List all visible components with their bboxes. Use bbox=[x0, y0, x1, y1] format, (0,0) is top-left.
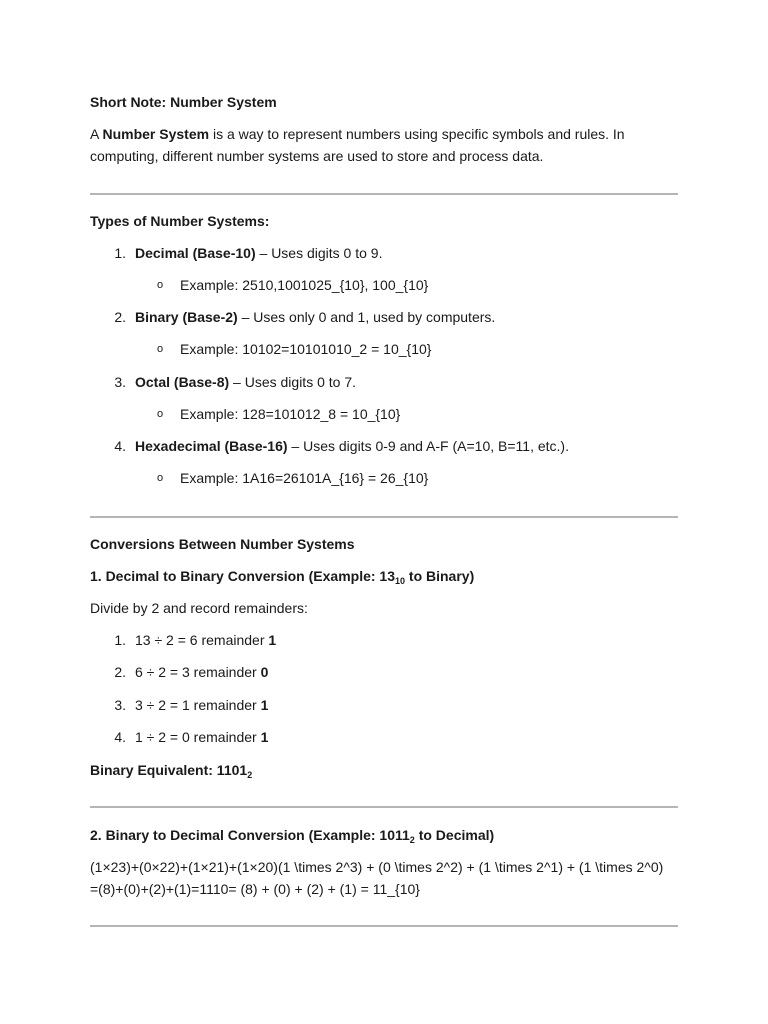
step-text: 1 ÷ 2 = 0 remainder bbox=[135, 729, 261, 745]
step-number: 2. bbox=[114, 664, 126, 680]
step-text: 6 ÷ 2 = 3 remainder bbox=[135, 664, 261, 680]
title-suffix: to Binary) bbox=[405, 568, 475, 584]
dec-to-bin-instruction: Divide by 2 and record remainders: bbox=[90, 600, 308, 616]
type-example: Example: 10102=10101010_2 = 10_{10} bbox=[180, 341, 432, 357]
type-description: – Uses digits 0 to 7. bbox=[229, 374, 356, 390]
type-example: Example: 2510,1001025_{10}, 100_{10} bbox=[180, 277, 429, 293]
step-remainder: 0 bbox=[260, 664, 269, 680]
list-number: 1. bbox=[114, 245, 126, 261]
binary-equivalent bbox=[90, 760, 252, 780]
type-name: Hexadecimal (Base-16) bbox=[135, 438, 288, 454]
step-remainder: 1 bbox=[260, 729, 269, 745]
type-description: – Uses only 0 and 1, used by computers. bbox=[237, 309, 496, 325]
step-remainder: 1 bbox=[268, 632, 277, 648]
step-remainder: 1 bbox=[260, 697, 269, 713]
intro-paragraph bbox=[90, 123, 680, 167]
document-title: Short Note: Number System bbox=[90, 94, 277, 110]
type-name: Decimal (Base-10) bbox=[135, 245, 256, 261]
bullet-icon: o bbox=[157, 472, 164, 484]
title-prefix: 1. Decimal to Binary Conversion (Example: 13 bbox=[90, 568, 395, 584]
type-name: Binary (Base-2) bbox=[135, 309, 238, 325]
intro-rest: is a way to represent numbers using specific symbols and rules. In computing, different number systems are used to store and process data. bbox=[90, 126, 625, 164]
bin-to-dec-title bbox=[90, 825, 494, 845]
intro-term: Number System bbox=[102, 126, 210, 142]
step-number: 1. bbox=[114, 632, 126, 648]
type-name: Octal (Base-8) bbox=[135, 374, 230, 390]
conversions-heading: Conversions Between Number Systems bbox=[90, 536, 355, 552]
bullet-icon: o bbox=[157, 343, 164, 355]
type-description: – Uses digits 0-9 and A-F (A=10, B=11, etc.). bbox=[287, 438, 569, 454]
intro-prefix: A bbox=[90, 126, 103, 142]
title-suffix: to Decimal) bbox=[414, 827, 495, 843]
list-number: 2. bbox=[114, 309, 126, 325]
step-number: 4. bbox=[114, 729, 126, 745]
bin-to-dec-line-2: =(8)+(0)+(2)+(1)=1110= (8) + (0) + (2) + (1) = 11_{10} bbox=[90, 881, 420, 897]
step-number: 3. bbox=[114, 697, 126, 713]
title-prefix: 2. Binary to Decimal Conversion (Example: 1011 bbox=[90, 827, 410, 843]
document-page bbox=[90, 0, 680, 1024]
type-description: – Uses digits 0 to 9. bbox=[255, 245, 383, 261]
title-subscript: 10 bbox=[395, 576, 406, 586]
step-text: 13 ÷ 2 = 6 remainder bbox=[135, 632, 269, 648]
list-number: 4. bbox=[114, 438, 126, 454]
type-example: Example: 128=101012_8 = 10_{10} bbox=[180, 406, 401, 422]
types-heading: Types of Number Systems: bbox=[90, 213, 270, 229]
divider bbox=[90, 925, 678, 927]
step-text: 3 ÷ 2 = 1 remainder bbox=[135, 697, 261, 713]
title-subscript: 2 bbox=[409, 835, 415, 845]
divider bbox=[90, 806, 678, 808]
divider bbox=[90, 516, 678, 518]
type-example: Example: 1A16=26101A_{16} = 26_{10} bbox=[180, 470, 429, 486]
bullet-icon: o bbox=[157, 408, 164, 420]
result-subscript: 2 bbox=[247, 770, 253, 780]
divider bbox=[90, 193, 678, 195]
result-text: Binary Equivalent: 1101 bbox=[90, 762, 248, 778]
list-number: 3. bbox=[114, 374, 126, 390]
dec-to-bin-title bbox=[90, 566, 474, 586]
bullet-icon: o bbox=[157, 279, 164, 291]
bin-to-dec-line-1: (1×23)+(0×22)+(1×21)+(1×20)(1 \times 2^3) + (0 \times 2^2) + (1 \times 2^1) + (1 \times 2^0) bbox=[90, 859, 664, 875]
